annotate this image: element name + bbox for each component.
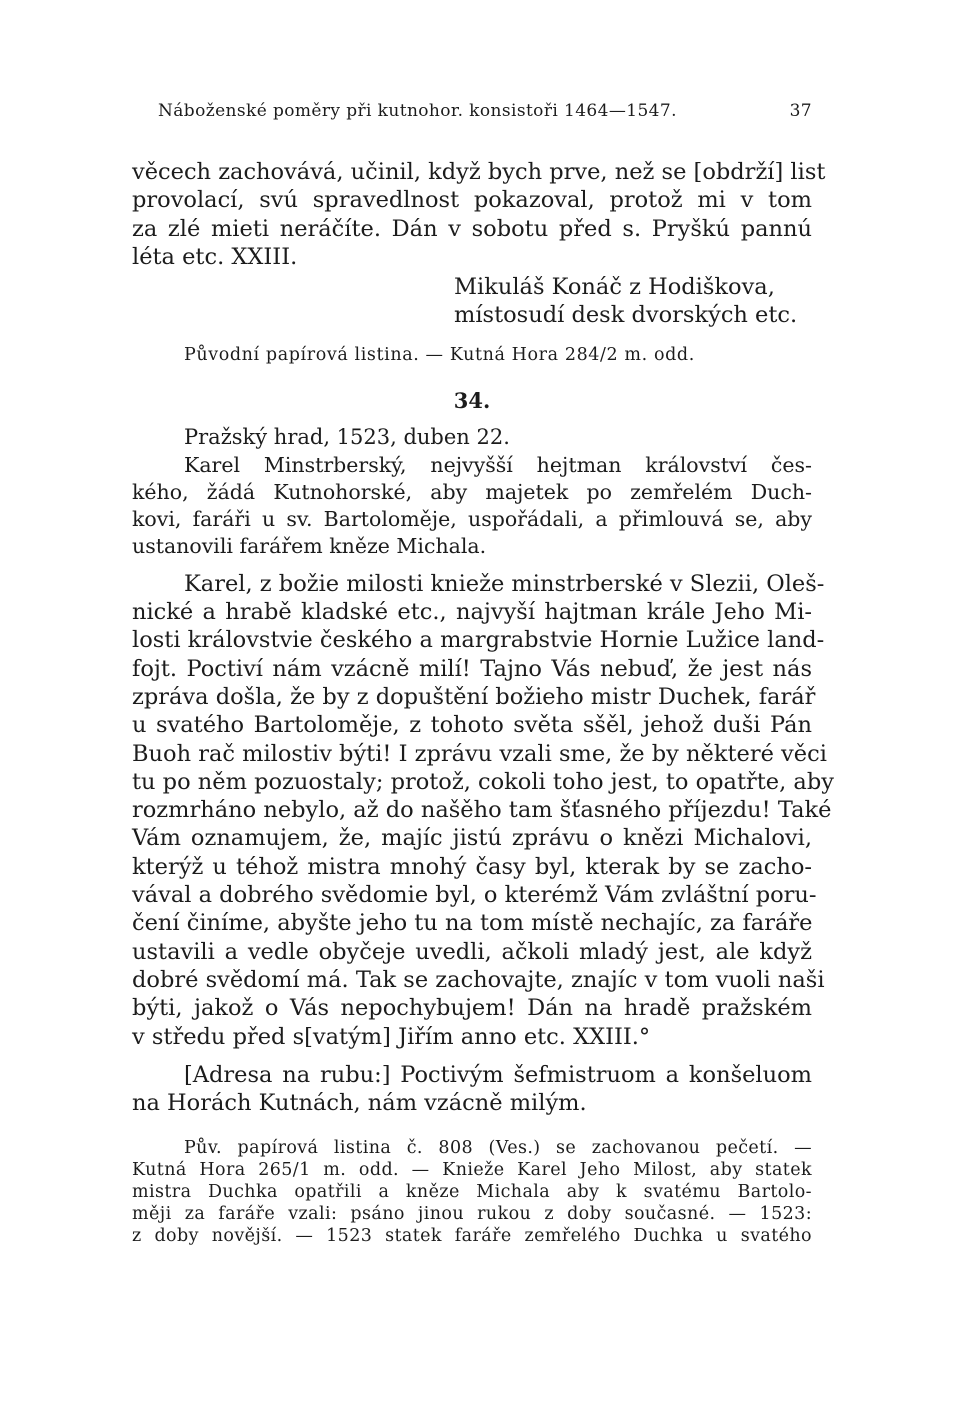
letter-line: dobré svědomí má. Tak se zachovajte, znajíc v tom vuoli naši (132, 966, 825, 993)
note-line: měji za faráře vzali: psáno jinou rukou z doby současné. — 1523: (132, 1204, 812, 1225)
note-line: Pův. papírová listina č. 808 (Ves.) se zachovanou pečetí. — (184, 1138, 812, 1159)
editorial-notes (132, 1137, 812, 1247)
regest-line: Karel Minstrberský, nejvyšší hejtman království čes- (184, 452, 812, 477)
regest (132, 452, 812, 560)
letter-line: rozmrháno nebylo, až do našěho tam šťasného příjezdu! Také (132, 797, 832, 824)
note-line: mistra Duchka opatřili a kněze Michala aby k svatému Bartolo- (132, 1182, 812, 1203)
book-page (132, 100, 834, 1247)
text-line: léta etc. XXIII. (132, 243, 298, 270)
regest-line: kého, žádá Kutnohorské, aby majetek po zemřelém Duch- (132, 479, 812, 504)
letter-line: fojt. Poctiví nám vzácně milí! Tajno Vás nebuď, že jest nás (132, 655, 812, 682)
letter-line: kterýž u téhož mistra mnohý časy byl, kterak by se zacho- (132, 853, 812, 880)
letter-line: nické a hrabě kladské etc., najvyší hajtman krále Jeho Mi- (132, 599, 812, 626)
letter-line: Karel, z božie milosti knieže minstrberské v Slezii, Oleš- (184, 570, 825, 597)
signature-line: Mikuláš Konáč z Hodiškova, (454, 274, 775, 301)
text-line: provolací, svú spravedlnost pokazoval, protož mi v tom (132, 187, 812, 214)
previous-document-text (132, 158, 826, 271)
letter-line: u svatého Bartoloměje, z tohoto světa sšěl, jehož duši Pán (132, 712, 812, 739)
address-block (132, 1061, 812, 1118)
regest-line: ustanovili farářem kněze Michala. (132, 533, 487, 558)
letter-body (132, 570, 834, 1051)
letter-line: Buoh rač milostiv býti! I zprávu vzali sme, že by některé věci (132, 740, 827, 767)
signature-block (132, 273, 812, 330)
address-line: [Adresa na rubu:] Poctivým šefmistruom a konšeluom (184, 1061, 812, 1088)
letter-line: zpráva došla, že by z dopuštění božieho mistr Duchek, farář (132, 683, 816, 710)
address-line: na Horách Kutnách, nám vzácně milým. (132, 1090, 587, 1117)
signature-line: místosudí desk dvorských etc. (454, 302, 798, 329)
letter-line: Vám oznamujem, že, majíc jistú zprávu o knězi Michalovi, (132, 825, 812, 852)
letter-line: býti, jakož o Vás nepochybujem! Dán na hradě pražském (132, 995, 812, 1022)
text-line: za zlé mieti neráčíte. Dán v sobotu před s. Pryškú pannú (132, 215, 812, 242)
letter-line: tu po něm pozuostaly; protož, cokoli toho jest, to opatřte, aby (132, 768, 834, 795)
text-line: věcech zachovává, učinil, když bych prve, než se [obdrží] list (132, 159, 826, 185)
letter-line: ustavili a vedle obyčeje uvedli, ačkoli mladý jest, ale když (132, 938, 812, 965)
source-note: Původní papírová listina. — Kutná Hora 284/2 m. odd. (184, 344, 695, 365)
place-date: Pražský hrad, 1523, duben 22. (184, 424, 510, 449)
running-title: Náboženské poměry při kutnohor. konsistoři 1464—1547. (158, 101, 677, 121)
running-header (132, 100, 812, 122)
letter-line: v středu před s[vatým] Jiřím anno etc. XXIII.° (132, 1023, 651, 1050)
note-line: Kutná Hora 265/1 m. odd. — Knieže Karel Jeho Milost, aby statek (132, 1160, 812, 1181)
letter-line: losti královstvie českého a margrabstvie Hornie Lužice land- (132, 627, 825, 654)
document-number: 34. (453, 387, 491, 413)
regest-line: kovi, faráři u sv. Bartoloměje, uspořádali, a přimlouvá se, aby (132, 506, 812, 531)
note-line: z doby novější. — 1523 statek faráře zemřelého Duchka u svatého (132, 1226, 812, 1247)
page-number: 37 (789, 101, 812, 121)
letter-line: čení činíme, abyšte jeho tu na tom místě nechajíc, za faráře (132, 910, 813, 937)
letter-line: vával a dobrého svědomie byl, o kterémž Vám zvláštní poru- (132, 882, 817, 909)
